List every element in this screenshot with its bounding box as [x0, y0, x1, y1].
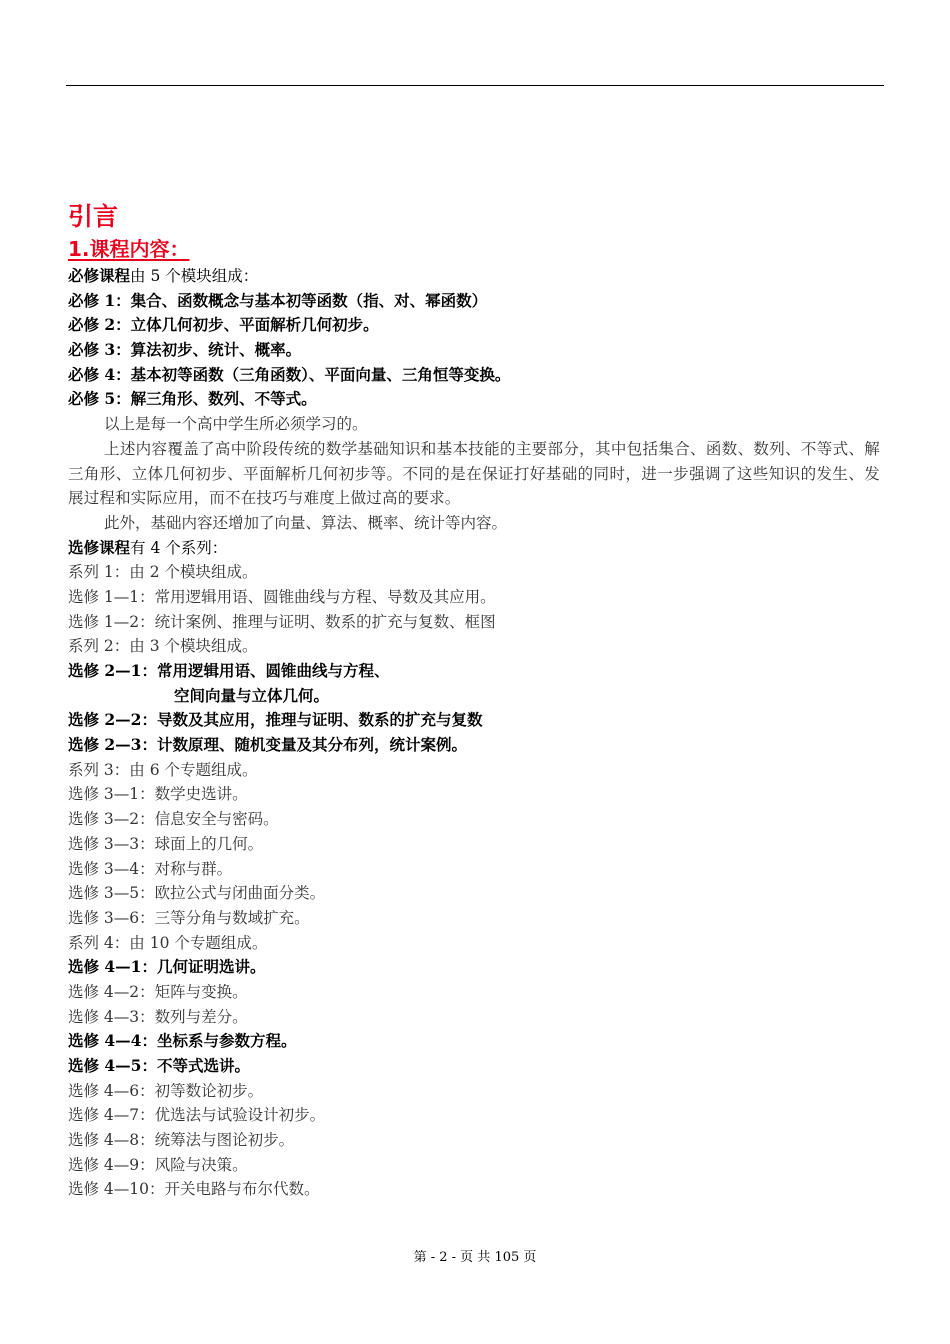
elective-2-1: 选修 2—1：常用逻辑用语、圆锥曲线与方程、 [68, 661, 390, 681]
elective-3-4: 选修 3—4：对称与群。 [68, 859, 233, 878]
elective-intro-rest: 有 4 个系列： [130, 538, 228, 557]
elective-intro-bold: 选修课程 [68, 537, 131, 557]
elective-2-3: 选修 2—3：计数原理、随机变量及其分布列，统计案例。 [68, 735, 467, 755]
elective-3-3: 选修 3—3：球面上的几何。 [68, 834, 264, 853]
elective-intro [68, 536, 880, 561]
elective-4-10: 选修 4—10：开关电路与布尔代数。 [68, 1180, 320, 1199]
required-module-4: 必修 4：基本初等函数（三角函数）、平面向量、三角恒等变换。 [68, 364, 511, 384]
series-4: 系列 4：由 10 个专题组成。 [68, 933, 268, 952]
required-intro-bold: 必修课程 [68, 266, 131, 285]
elective-4-3: 选修 4—3：数列与差分。 [68, 1007, 248, 1026]
required-module-2: 必修 2：立体几何初步、平面解析几何初步。 [68, 315, 379, 335]
elective-3-1: 选修 3—1：数学史选讲。 [68, 785, 248, 804]
elective-4-8: 选修 4—8：统筹法与图论初步。 [68, 1131, 295, 1150]
required-para-3: 此外，基础内容还增加了向量、算法、概率、统计等内容。 [104, 513, 508, 532]
required-intro [68, 264, 880, 289]
page-content [68, 200, 880, 1202]
required-module-5: 必修 5：解三角形、数列、不等式。 [68, 389, 317, 409]
elective-4-4: 选修 4—4：坐标系与参数方程。 [68, 1031, 297, 1051]
elective-4-6: 选修 4—6：初等数论初步。 [68, 1081, 264, 1100]
elective-3-2: 选修 3—2：信息安全与密码。 [68, 810, 279, 829]
elective-2-1-cont: 空间向量与立体几何。 [174, 685, 330, 705]
required-module-3: 必修 3：算法初步、统计、概率。 [68, 340, 302, 360]
required-module-1: 必修 1：集合、函数概念与基本初等函数（指、对、幂函数） [68, 290, 488, 310]
elective-1-2: 选修 1—2：统计案例、推理与证明、数系的扩充与复数、框图 [68, 612, 496, 631]
page-footer: 第 - 2 - 页 共 105 页 [413, 1250, 537, 1265]
required-para-1: 以上是每一个高中学生所必须学习的。 [104, 415, 368, 434]
required-para-2: 上述内容覆盖了高中阶段传统的数学基础知识和基本技能的主要部分，其中包括集合、函数、数列、不等式、解三角形、立体几何初步、平面解析几何初步等。不同的是在保证打好基础的同时，进一步强调了这些知识的发生、发展过程和实际应用，而不在技巧与难度上做过高的要求。 [68, 439, 880, 508]
header-rule [66, 85, 884, 86]
section-heading [68, 234, 880, 264]
section-heading-text: 1.课程内容： [68, 237, 190, 261]
elective-4-9: 选修 4—9：风险与决策。 [68, 1155, 248, 1174]
series-3: 系列 3：由 6 个专题组成。 [68, 760, 258, 779]
elective-2-2: 选修 2—2：导数及其应用，推理与证明、数系的扩充与复数 [68, 710, 483, 730]
series-2: 系列 2：由 3 个模块组成。 [68, 637, 258, 656]
elective-3-6: 选修 3—6：三等分角与数域扩充。 [68, 908, 310, 927]
page-title: 引言 [68, 202, 119, 231]
elective-4-1: 选修 4—1：几何证明选讲。 [68, 957, 266, 977]
elective-1-1: 选修 1—1：常用逻辑用语、圆锥曲线与方程、导数及其应用。 [68, 587, 496, 606]
series-1: 系列 1：由 2 个模块组成。 [68, 563, 258, 582]
elective-4-5: 选修 4—5：不等式选讲。 [68, 1056, 250, 1076]
required-intro-rest: 由 5 个模块组成： [130, 267, 259, 285]
elective-4-2: 选修 4—2：矩阵与变换。 [68, 982, 248, 1001]
elective-3-5: 选修 3—5：欧拉公式与闭曲面分类。 [68, 884, 326, 903]
elective-4-7: 选修 4—7：优选法与试验设计初步。 [68, 1106, 326, 1125]
